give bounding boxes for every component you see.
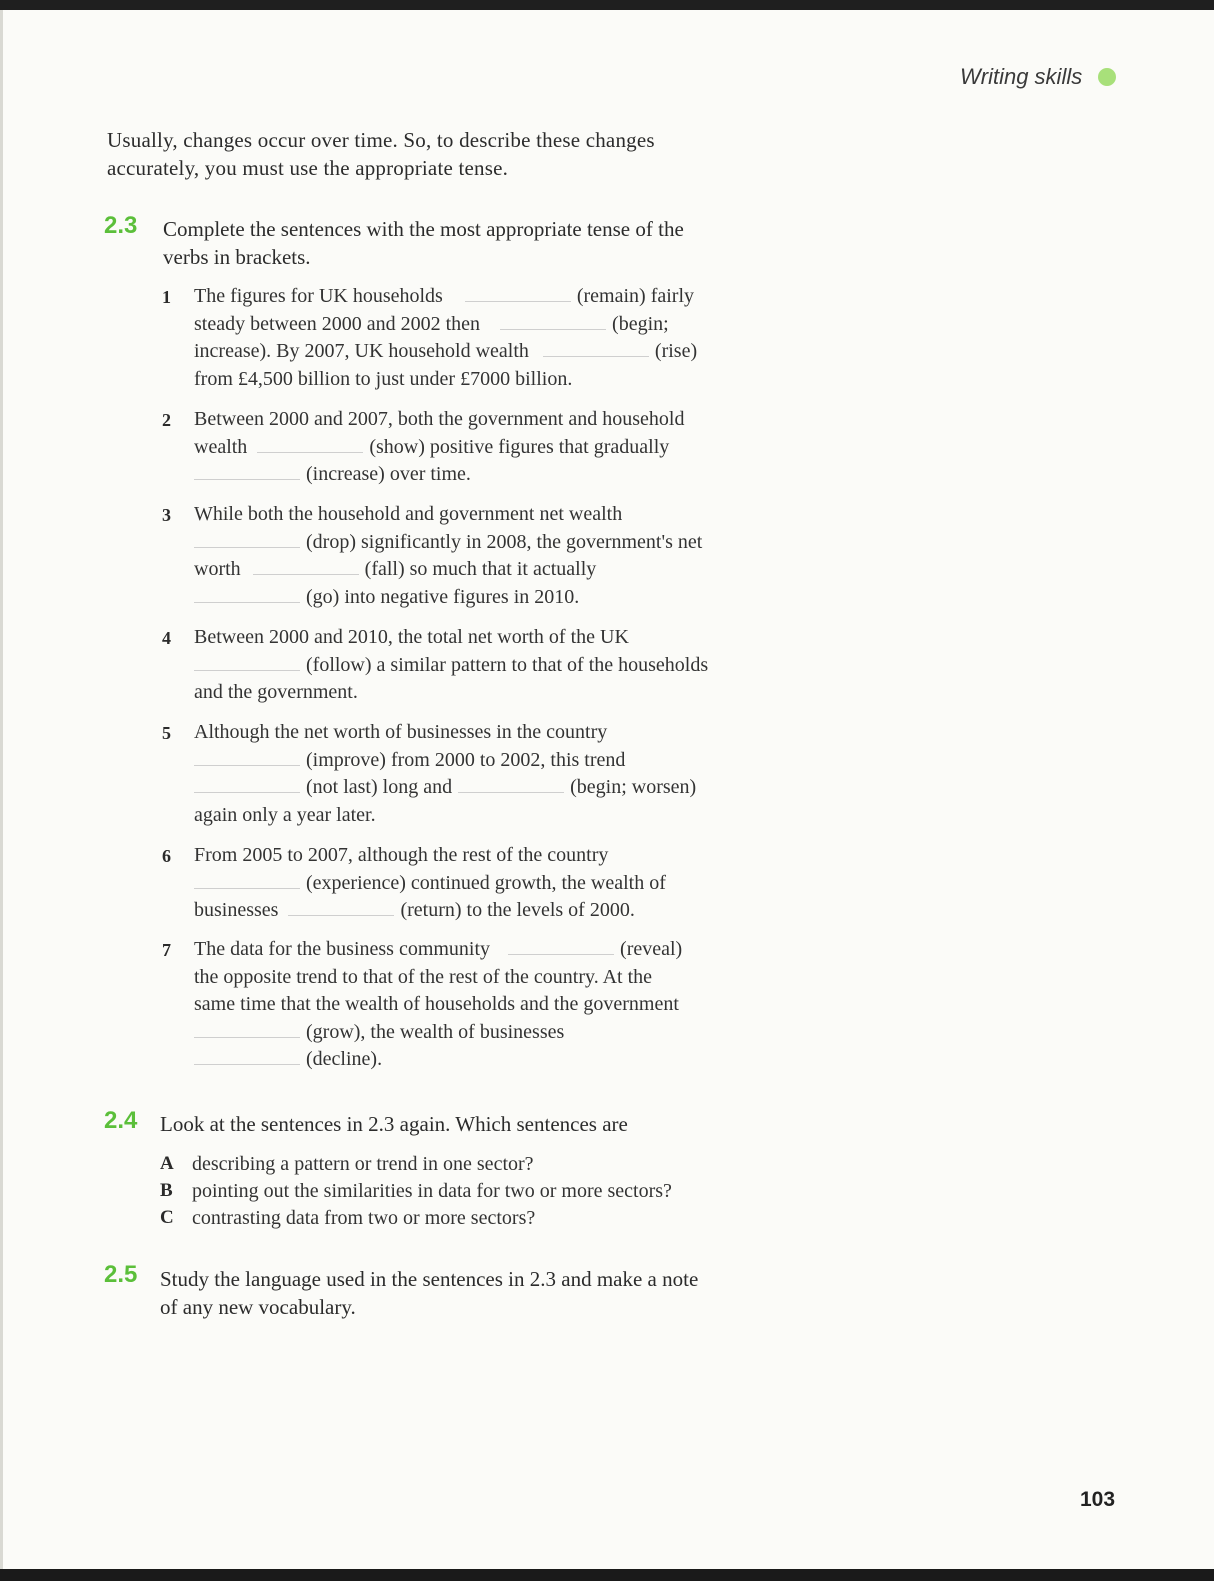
item-1-line-3b: (rise) (654, 340, 698, 362)
page-number: 103 (1080, 1488, 1116, 1511)
item-7-text (194, 936, 682, 1074)
item-number-6: 6 (162, 846, 171, 866)
answer-blank[interactable] (194, 1046, 300, 1065)
answer-blank[interactable] (194, 652, 300, 671)
item-1-text (194, 283, 697, 393)
item-4-line-1: Between 2000 and 2010, the total net worth of the UK (194, 626, 629, 648)
item-2-line-3: (increase) over time. (306, 463, 471, 485)
item-4-line-3: and the government. (194, 681, 358, 703)
item-3-line-4: (go) into negative figures in 2010. (306, 585, 580, 608)
answer-blank[interactable] (194, 870, 300, 889)
running-head-text: Writing skills (960, 64, 1083, 89)
item-7-line-3: same time that the wealth of households and the government (194, 993, 679, 1015)
task-2-3-instruction-line-1: Complete the sentences with the most appropriate tense of the (163, 217, 684, 241)
answer-blank[interactable] (194, 774, 300, 793)
answer-blank[interactable] (194, 584, 300, 603)
task-2-3-instruction-line-2: verbs in brackets. (163, 245, 311, 269)
item-5-text (194, 719, 696, 829)
bottom-edge-bar (0, 1569, 1214, 1581)
item-5-line-2: (improve) from 2000 to 2002, this trend (306, 748, 626, 771)
item-6-line-1: From 2005 to 2007, although the rest of the country (194, 844, 609, 866)
answer-blank[interactable] (194, 461, 300, 480)
item-3-line-3b: (fall) so much that it actually (364, 558, 597, 580)
top-edge-bar (0, 0, 1214, 10)
item-7-line-2: the opposite trend to that of the rest of the country. At the (194, 965, 653, 988)
answer-blank[interactable] (500, 311, 606, 330)
task-2-5-instruction-line-2: of any new vocabulary. (160, 1295, 356, 1319)
answer-blank[interactable] (194, 529, 300, 548)
item-4-line-2: (follow) a similar pattern to that of the households (306, 653, 709, 676)
answer-blank[interactable] (194, 747, 300, 766)
option-letter-c: C (160, 1207, 174, 1228)
item-number-7: 7 (162, 940, 171, 960)
task-2-5-instruction-line-1: Study the language used in the sentences in 2.3 and make a note (160, 1267, 699, 1291)
item-2-text (194, 406, 684, 489)
item-1-line-4: from £4,500 billion to just under £7000 billion. (194, 367, 573, 390)
item-6-text (194, 842, 666, 925)
task-number-2-4: 2.4 (104, 1107, 138, 1134)
item-1-line-2b: (begin; (612, 312, 669, 335)
intro-paragraph (107, 126, 767, 182)
item-number-1: 1 (162, 287, 171, 307)
item-5-line-1: Although the net worth of businesses in the country (194, 721, 608, 743)
item-4-text (194, 624, 708, 707)
item-1-line-3a: increase). By 2007, UK household wealth (194, 340, 529, 362)
task-2-5-instruction (160, 1265, 698, 1321)
item-2-line-2b: (show) positive figures that gradually (369, 435, 670, 458)
left-page-edge (0, 10, 3, 1570)
option-text-b: pointing out the similarities in data for two or more sectors? (192, 1180, 672, 1202)
task-number-2-5: 2.5 (104, 1261, 138, 1288)
intro-line-2: accurately, you must use the appropriate tense. (107, 156, 509, 180)
item-3-text (194, 501, 702, 611)
intro-line-1: Usually, changes occur over time. So, to describe these changes (107, 128, 655, 152)
item-5-line-3b: (begin; worsen) (570, 776, 697, 798)
answer-blank[interactable] (465, 283, 571, 302)
answer-blank[interactable] (288, 897, 394, 916)
answer-blank[interactable] (194, 1019, 300, 1038)
item-3-line-3a: worth (194, 558, 241, 580)
green-dot-icon (1098, 68, 1116, 86)
item-6-line-3a: businesses (194, 899, 279, 921)
item-7-line-1a: The data for the business community (194, 938, 491, 960)
item-2-line-2a: wealth (194, 435, 248, 458)
answer-blank[interactable] (458, 774, 564, 793)
task-number-2-3: 2.3 (104, 212, 138, 239)
item-6-line-3b: (return) to the levels of 2000. (400, 899, 635, 921)
answer-blank[interactable] (257, 434, 363, 453)
option-text-c: contrasting data from two or more sectors? (192, 1207, 536, 1229)
answer-blank[interactable] (508, 936, 614, 955)
item-number-2: 2 (162, 410, 171, 430)
item-1-line-2a: steady between 2000 and 2002 then (194, 312, 481, 335)
item-1-line-1b: (remain) fairly (576, 285, 695, 307)
item-5-line-3a: (not last) long and (306, 776, 453, 798)
option-letter-a: A (160, 1153, 174, 1174)
item-number-5: 5 (162, 723, 171, 743)
item-2-line-1: Between 2000 and 2007, both the government and household (194, 408, 685, 430)
item-7-line-1b: (reveal) (620, 938, 683, 960)
item-number-4: 4 (162, 628, 171, 648)
item-5-line-4: again only a year later. (194, 803, 376, 826)
item-6-line-2: (experience) continued growth, the wealth of (306, 871, 666, 894)
answer-blank[interactable] (543, 338, 649, 357)
item-3-line-1: While both the household and government net wealth (194, 503, 623, 525)
option-letter-b: B (160, 1180, 173, 1201)
item-1-line-1a: The figures for UK households (194, 285, 443, 307)
option-text-a: describing a pattern or trend in one sector? (192, 1153, 534, 1175)
item-7-line-4: (grow), the wealth of businesses (306, 1020, 565, 1043)
item-7-line-5: (decline). (306, 1048, 383, 1070)
task-2-4-instruction: Look at the sentences in 2.3 again. Which sentences are (160, 1112, 628, 1136)
answer-blank[interactable] (253, 556, 359, 575)
task-2-3-instruction (163, 215, 684, 271)
item-number-3: 3 (162, 505, 171, 525)
running-head (960, 64, 1116, 90)
item-3-line-2: (drop) significantly in 2008, the government's net (306, 530, 703, 553)
